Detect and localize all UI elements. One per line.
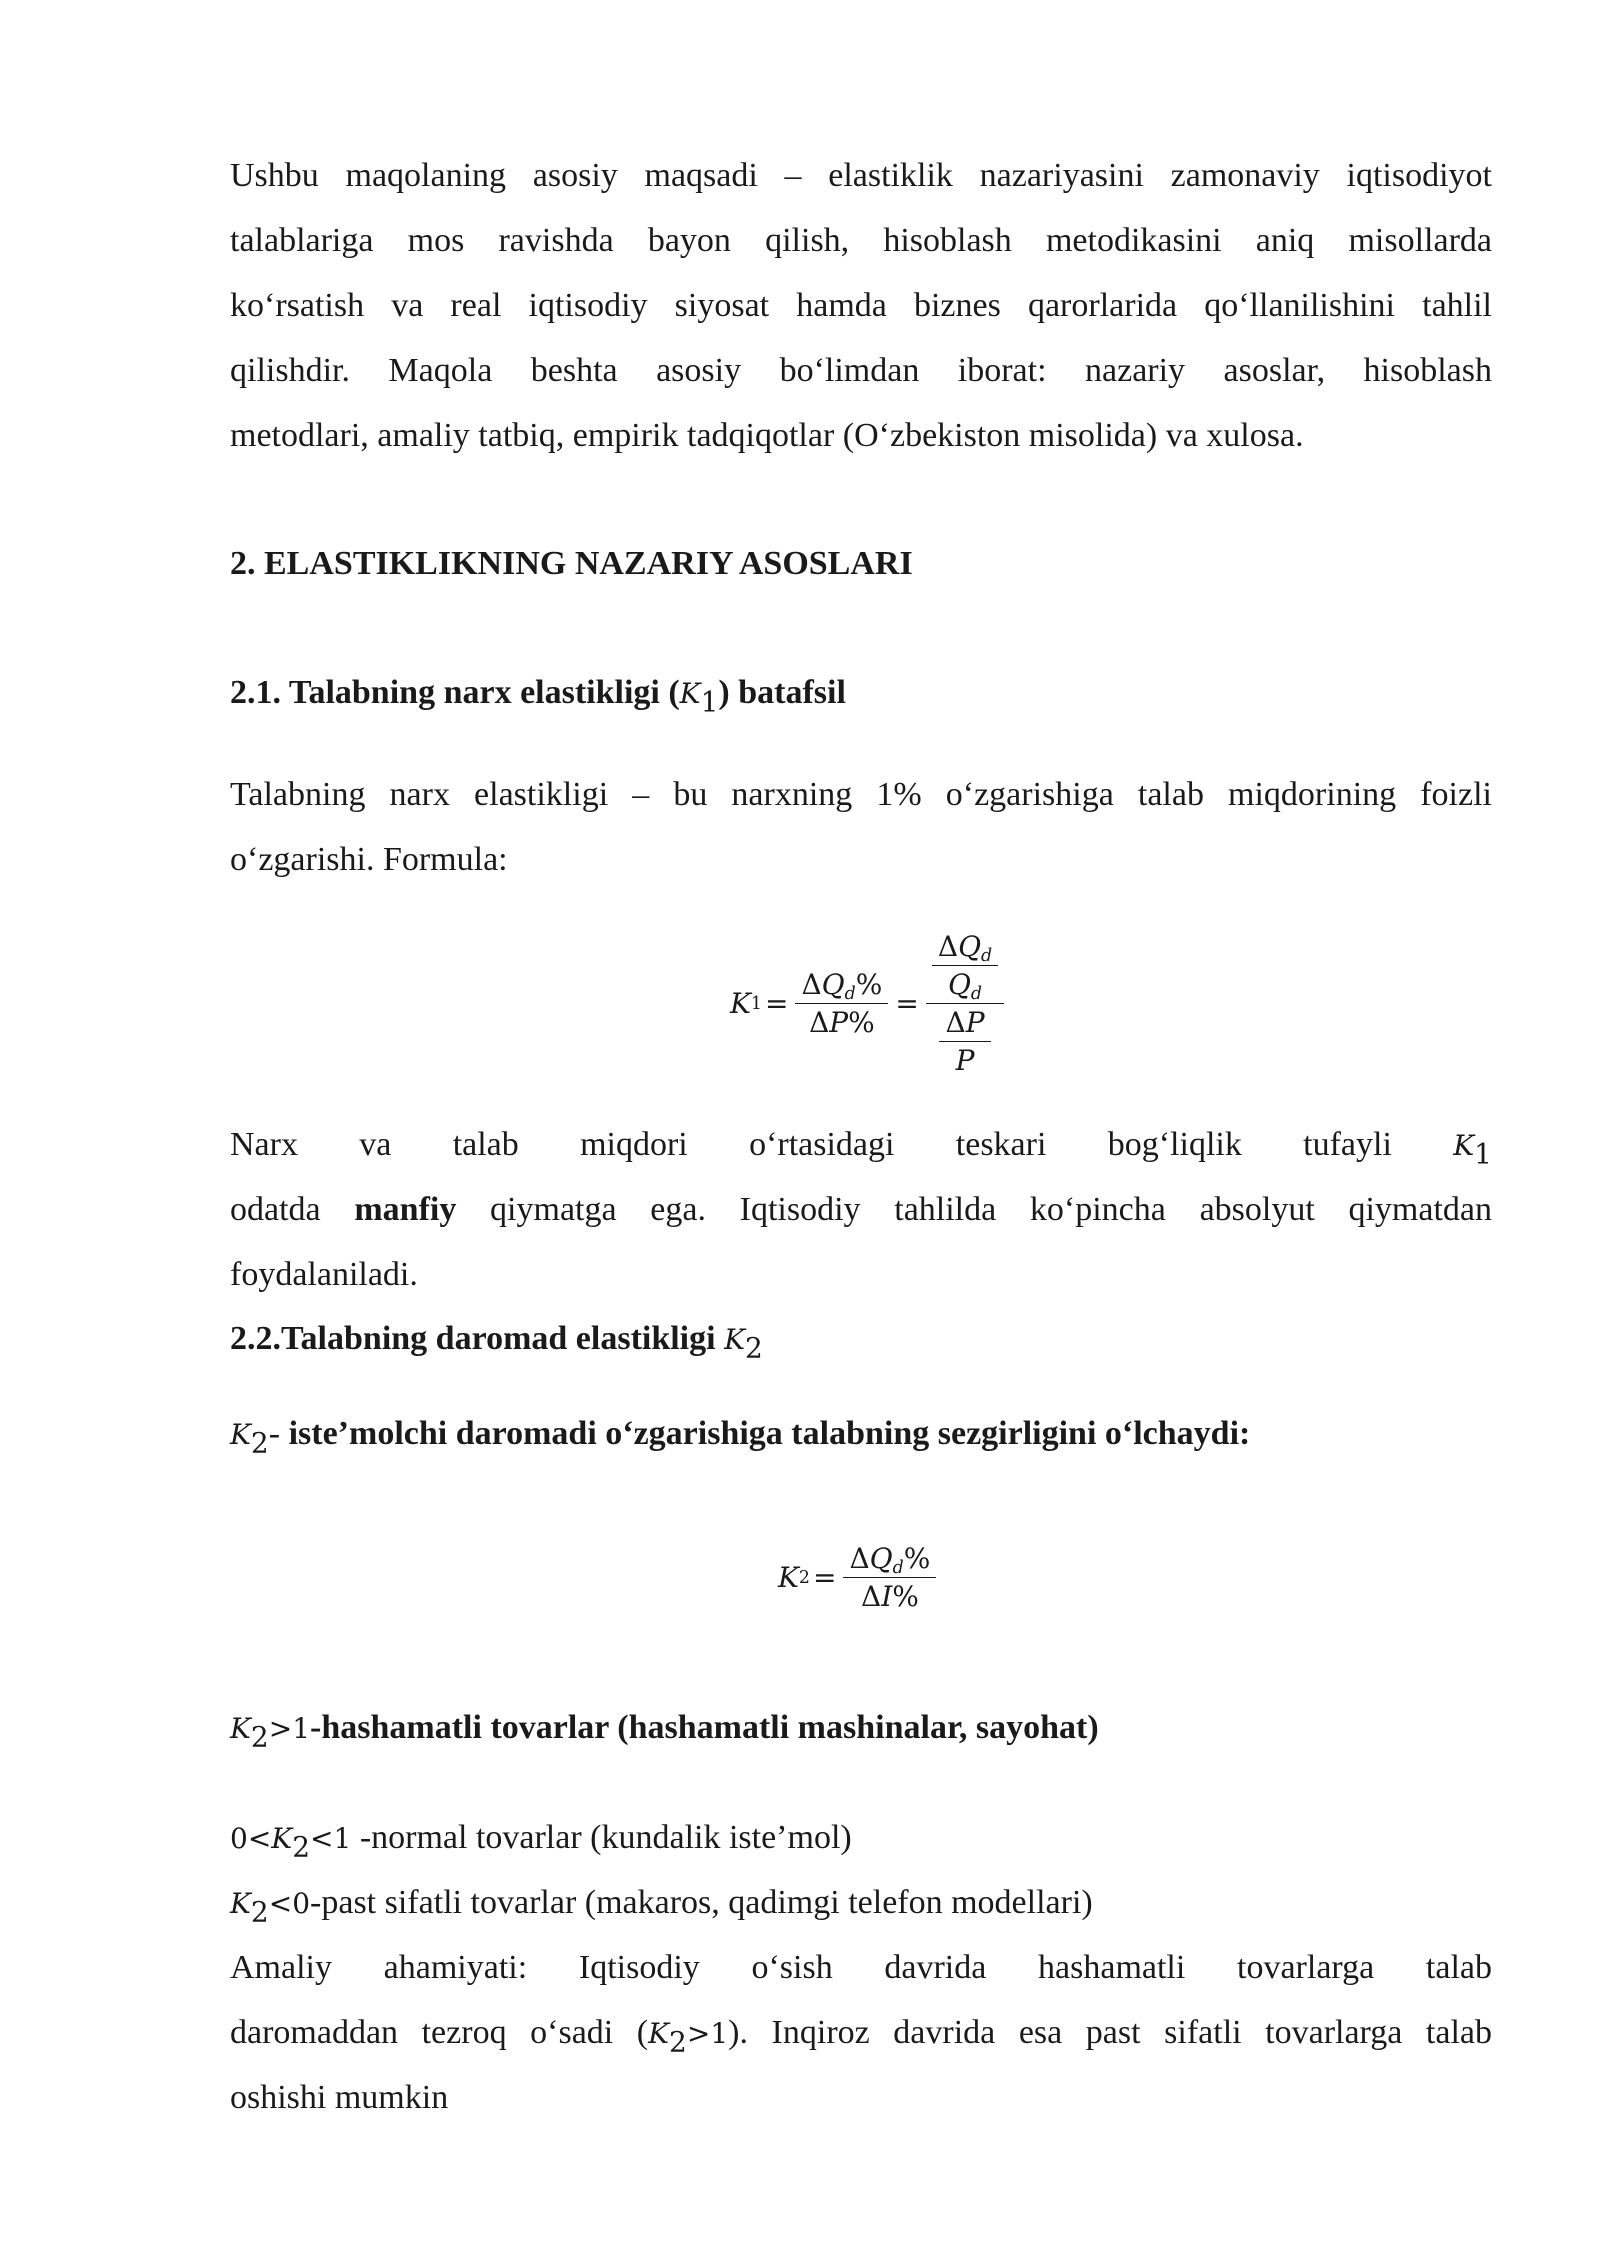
condition: >1: [268, 1712, 311, 1745]
formula1-q-ratio: [932, 930, 998, 1005]
formula1-p-ratio: [939, 1006, 990, 1077]
heading-text: 2.2.Talabning daromad elastikligi: [230, 1320, 725, 1357]
word: o‘sish: [751, 1949, 833, 1986]
p-ratio-num: [939, 1006, 990, 1042]
formula2-k: K: [778, 1561, 799, 1594]
k2-symbol: K: [230, 1887, 251, 1920]
definition-line-2: o‘zgarishi. Formula:: [230, 841, 508, 878]
definition-line-1: Talabning narx elastikligi – bu narxning 1% o‘zgarishiga talab miqdorining foizli: [230, 776, 1492, 813]
condition: >1: [686, 2017, 729, 2050]
q-ratio-den: [942, 966, 988, 1005]
p-ratio-den: [950, 1042, 981, 1077]
delta-symbol: Δ: [849, 1542, 870, 1575]
text: qiymatga ega. Iqtisodiy tahlilda ko‘pincha absolyut qiymatdan: [456, 1191, 1492, 1228]
section-heading: 2. ELASTIKLIKNING NAZARIY ASOSLARI: [230, 545, 913, 582]
income-elasticity-description: [230, 1414, 1251, 1460]
formula1-fraction-percent: [795, 968, 888, 1039]
word: tufayli: [1303, 1126, 1392, 1163]
heading-prefix: 2.1. Talabning narx elastikligi (: [230, 674, 680, 711]
condition: <0: [268, 1887, 311, 1920]
word: va: [359, 1126, 392, 1163]
q-symbol: Q: [821, 968, 845, 1001]
practical-line-2: [230, 2000, 1492, 2066]
word: talab: [1425, 1949, 1492, 1986]
practical-line-1: [230, 1935, 1492, 2000]
k-symbol: K: [1453, 1129, 1475, 1162]
q-symbol: Q: [869, 1542, 893, 1575]
practical-line-3: oshishi mumkin: [230, 2079, 449, 2116]
formula1-compound-denominator: [933, 1004, 996, 1077]
k1-index: 1: [700, 685, 719, 719]
word: Iqtisodiy: [578, 1949, 700, 1986]
inverse-relation-line-2: [230, 1177, 1492, 1242]
intro-line-4: qilishdir. Maqola beshta asosiy bo‘limdan iborat: nazariy asoslar, hisoblash: [230, 352, 1492, 389]
inverse-relation-line-1: [230, 1112, 1492, 1178]
p-symbol: P: [965, 1006, 985, 1039]
word: miqdori: [580, 1126, 688, 1163]
percent-symbol: %: [848, 1006, 875, 1039]
intro-line-1: Ushbu maqolaning asosiy maqsadi – elastiklik nazariyasini zamonaviy iqtisodiyot: [230, 157, 1492, 194]
k2-index: 2: [292, 1830, 311, 1864]
word: Narx: [230, 1126, 298, 1163]
k-index: 1: [1474, 1137, 1492, 1171]
word: ahamiyati:: [383, 1949, 528, 1986]
intro-line-2: talablariga mos ravishda bayon qilish, hisoblash metodikasini aniq misollarda: [230, 222, 1492, 259]
i-symbol: I: [881, 1580, 893, 1613]
d-index: d: [892, 1558, 904, 1579]
d-index: d: [970, 984, 983, 1005]
formula2-eq: =: [812, 1561, 837, 1594]
case-text: -normal tovarlar (kundalik iste’mol): [351, 1819, 852, 1856]
k2-index: 2: [669, 2025, 687, 2059]
formula1-compound-fraction: [926, 930, 1004, 1077]
dash: -: [268, 1415, 281, 1452]
case-luxury-goods: [230, 1708, 1099, 1754]
formula1-compound-numerator: [926, 930, 1004, 1004]
text: daromaddan tezroq o‘sadi (: [230, 2014, 649, 2051]
q-symbol: Q: [958, 930, 982, 963]
delta-symbol: Δ: [801, 968, 822, 1001]
delta-symbol: Δ: [937, 930, 959, 963]
k2-symbol: K: [271, 1822, 293, 1855]
case-text: -hashamatli tovarlar (hashamatli mashinalar, sayohat): [310, 1709, 1099, 1746]
d-index: d: [981, 946, 993, 967]
k1-symbol: K: [679, 677, 701, 710]
word: tovarlarga: [1237, 1949, 1375, 1986]
d-index: d: [844, 984, 856, 1005]
k2-symbol: K: [230, 1418, 251, 1451]
case-text: -past sifatli tovarlar (makaros, qadimgi telefon modellari): [310, 1884, 1093, 1921]
k2-index: 2: [250, 1895, 269, 1929]
k2-index: 2: [745, 1331, 763, 1365]
emphasis-negative: manfiy: [354, 1191, 457, 1228]
percent-symbol: %: [903, 1542, 931, 1575]
delta-symbol: Δ: [945, 1006, 966, 1039]
k1-inline: [1453, 1112, 1492, 1178]
delta-symbol: Δ: [860, 1580, 882, 1613]
formula-income-elasticity: K 2 = $\frac{\Delta Q_d\%}{\Delta I\%}$: [778, 1542, 940, 1613]
formula1-eq-1: =: [764, 987, 789, 1020]
case-normal-goods: [230, 1805, 1492, 1871]
word: Amaliy: [230, 1949, 332, 1986]
formula1-numerator: [795, 968, 888, 1004]
condition-upper: <1: [310, 1822, 352, 1855]
word: bog‘liqlik: [1107, 1126, 1242, 1163]
p-symbol: P: [829, 1006, 849, 1039]
formula2-numerator: [843, 1542, 936, 1578]
formula2-fraction: [843, 1542, 936, 1613]
heading-suffix: ) batafsil: [718, 674, 846, 711]
word: talab: [452, 1126, 519, 1163]
delta-symbol: Δ: [809, 1006, 830, 1039]
q-symbol: Q: [947, 968, 971, 1001]
p-symbol: P: [955, 1044, 975, 1077]
percent-symbol: %: [892, 1580, 919, 1613]
condition-lower: 0<: [230, 1822, 272, 1855]
inverse-relation-line-3: foydalaniladi.: [230, 1256, 418, 1293]
word: o‘rtasidagi: [749, 1126, 895, 1163]
percent-symbol: %: [855, 968, 883, 1001]
intro-line-5: metodlari, amaliy tatbiq, empirik tadqiqotlar (O‘zbekiston misolida) va xulosa.: [230, 417, 1304, 454]
k2-symbol: K: [648, 2017, 670, 2050]
description-text: iste’molchi daromadi o‘zgarishiga talabning sezgirligini o‘lchaydi:: [280, 1415, 1251, 1452]
word: hashamatli: [1038, 1949, 1186, 1986]
intro-line-3: ko‘rsatish va real iqtisodiy siyosat hamda biznes qarorlarida qo‘llanilishini tahlil: [230, 287, 1492, 324]
formula-price-elasticity: K 1 = $\frac{\Delta Q_d\%}{\Delta P\%}$ = $\frac{\frac{\Delta Q_d}{Q_d}}{\frac{\Delta P}{P}}$: [730, 930, 1008, 1077]
formula1-eq-2: =: [895, 987, 919, 1020]
q-ratio-num: [932, 930, 998, 966]
case-inferior-goods: [230, 1870, 1492, 1936]
formula2-denominator: [855, 1578, 925, 1613]
word: teskari: [955, 1126, 1047, 1163]
k2-symbol: K: [230, 1712, 251, 1745]
word: davrida: [884, 1949, 987, 1986]
text: odatda: [230, 1191, 355, 1228]
subsection-heading-2-2: [230, 1319, 763, 1365]
formula1-k: K: [730, 987, 751, 1020]
formula1-denominator: [803, 1004, 881, 1039]
text: ). Inqiroz davrida esa past sifatli tovarlarga talab: [728, 2014, 1492, 2051]
k2-index: 2: [250, 1720, 269, 1754]
k2-symbol: K: [724, 1323, 746, 1356]
subsection-heading-2-1: [230, 673, 846, 719]
k2-index: 2: [250, 1426, 269, 1460]
